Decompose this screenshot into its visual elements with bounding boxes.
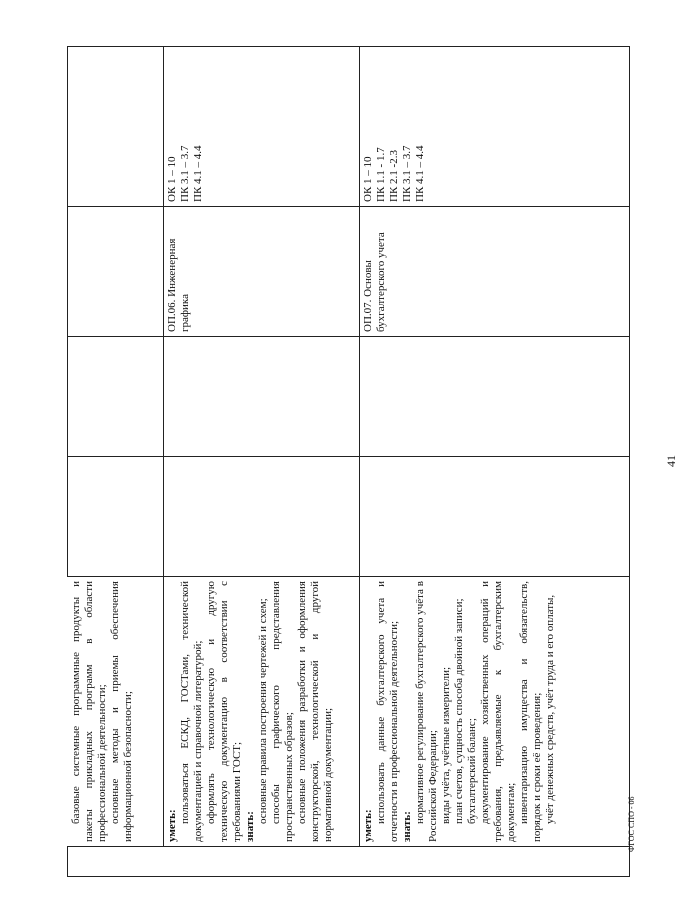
- competency-code: ОК 1 – 10: [362, 156, 374, 202]
- table-row: [360, 47, 630, 877]
- competency-code: ПК 3.1 – 3.7: [401, 145, 413, 202]
- competency-code: ПК 3.1 – 3.7: [179, 145, 191, 202]
- content-line: использовать данные бухгалтерского учета и отчетности в профессиональной деятельности;: [375, 581, 400, 842]
- competencies-cell: [360, 47, 630, 207]
- empty-cell: [164, 457, 360, 577]
- content-line: основные методы и приемы обеспечения информационной безопасности;: [108, 581, 134, 842]
- competency-code: ОК 1 – 10: [166, 156, 178, 202]
- content-cell: [360, 577, 630, 847]
- footer-label: ФГОС СПО - 06: [627, 796, 636, 852]
- blank-column: [68, 847, 630, 877]
- empty-cell: [164, 337, 360, 457]
- competency-code: ПК 2.1 -2.3: [388, 150, 400, 202]
- content-line: план счетов, сущность способа двойной записи;: [453, 598, 465, 824]
- discipline-table: [67, 46, 630, 877]
- competency-code: ПК 4.1 – 4.4: [192, 145, 204, 202]
- competencies-cell: [68, 47, 164, 207]
- content-line: оформлять технологическую и другую техническую документацию в соответствии с требованиями ГОСТ;: [205, 581, 243, 842]
- knowledge-label: знать:: [401, 811, 413, 842]
- content-line: основные правила построения чертежей и схем;: [257, 598, 269, 824]
- competency-code: ПК 4.1 – 4.4: [414, 145, 426, 202]
- content-line: основные положения разработки и оформления конструкторской, технологической и другой нормативной документации;: [296, 581, 334, 842]
- discipline-code-cell: ОП.06. Инженерная графика: [164, 207, 360, 337]
- empty-cell: [68, 457, 164, 577]
- content-cell: [164, 577, 360, 847]
- content-line: виды учёта, учётные измерители;: [440, 666, 452, 824]
- content-line: базовые системные программные продукты и пакеты прикладных программ в области профессиональной деятельности;: [69, 581, 108, 842]
- table-row: [164, 47, 360, 877]
- discipline-code-cell: ОП.07. Основы бухгалтерского учета: [360, 207, 630, 337]
- table-row: [68, 47, 164, 877]
- content-line: документирование хозяйственных операций и требования, предъявляемые к бухгалтерским документам;: [479, 581, 517, 842]
- content-line: нормативное регулирование бухгалтерского учёта в Российской Федерации;: [414, 581, 439, 842]
- knowledge-label: знать:: [244, 811, 256, 842]
- content-line: учёт денежных средств, учёт труда и его оплаты,: [544, 594, 556, 824]
- content-cell: [68, 577, 164, 847]
- skills-label: уметь:: [362, 809, 374, 842]
- competency-code: ПК 1.1 - 1.7: [375, 147, 387, 202]
- discipline-code-cell: [68, 207, 164, 337]
- page-number: 41: [664, 455, 678, 467]
- empty-cell: [68, 337, 164, 457]
- content-line: инвентаризацию имущества и обязательств, порядок и сроки её проведения;: [518, 581, 543, 842]
- empty-cell: [360, 337, 630, 457]
- content-line: пользоваться ЕСКД, ГОСТами, технической документацией и справочной литературой;: [179, 581, 204, 842]
- empty-cell: [360, 457, 630, 577]
- content-line: бухгалтерский баланс;: [466, 718, 478, 824]
- rotated-page: [67, 47, 678, 877]
- competencies-cell: [164, 47, 360, 207]
- content-line: способы графического представления пространственных образов;: [270, 581, 295, 842]
- skills-label: уметь:: [166, 809, 178, 842]
